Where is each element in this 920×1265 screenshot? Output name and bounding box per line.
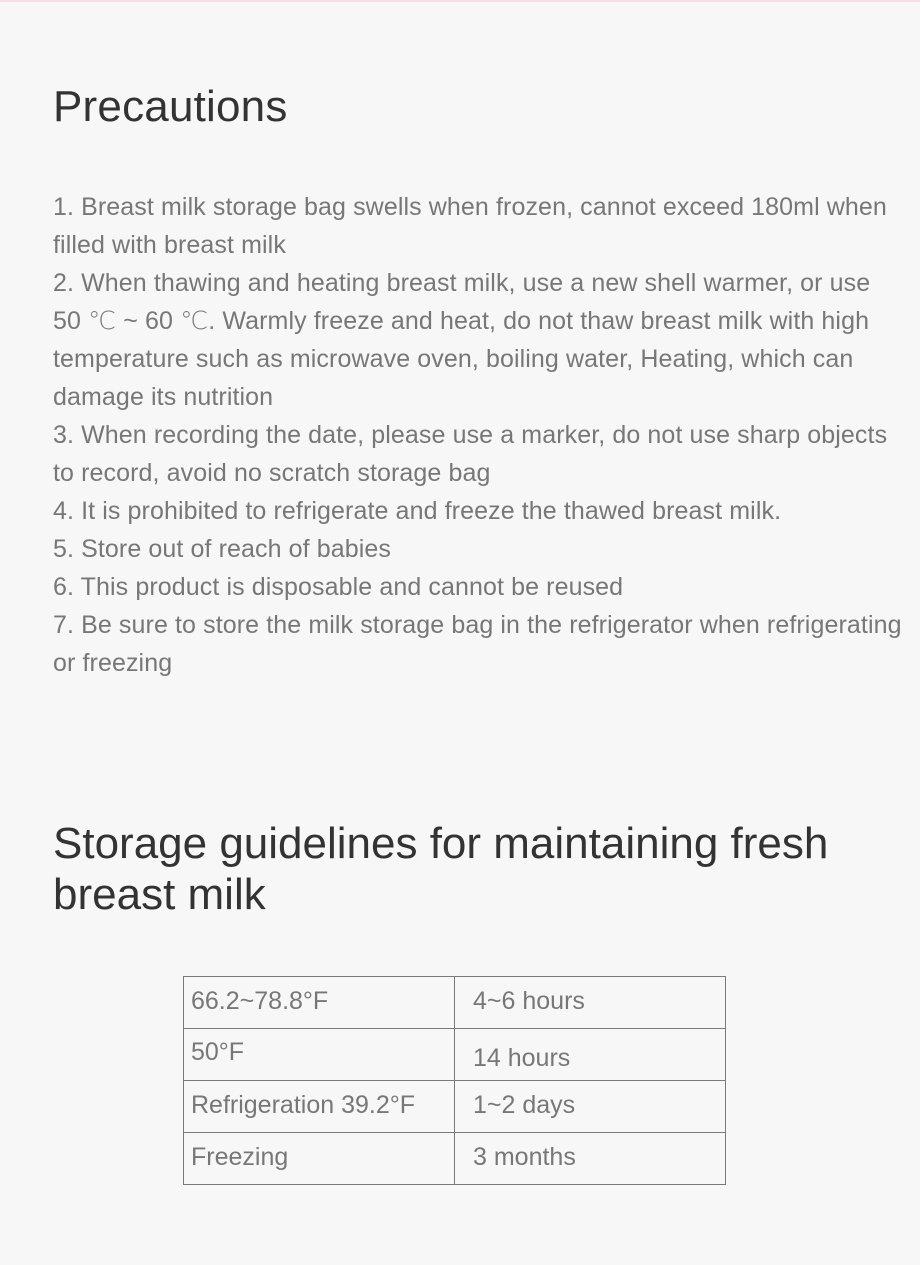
table-row <box>184 1081 726 1133</box>
table-row <box>184 977 726 1029</box>
precaution-item: 2. When thawing and heating breast milk, use a new shell warmer, or use 50 ℃ ~ 60 ℃. Warmly freeze and heat, do not thaw breast milk with high temperature such as microwave oven, boiling water, Heating, which can damage its nutrition <box>53 269 871 411</box>
table-row <box>184 1029 726 1081</box>
precaution-item: 4. It is prohibited to refrigerate and freeze the thawed breast milk. <box>53 497 782 525</box>
condition-cell <box>184 1029 455 1081</box>
precautions-list <box>53 188 903 682</box>
condition-cell <box>184 1133 455 1185</box>
condition-text: Refrigeration 39.2°F <box>191 1091 415 1119</box>
precaution-item: 3. When recording the date, please use a marker, do not use sharp objects to record, avoid no scratch storage bag <box>53 421 888 487</box>
precaution-item: 6. This product is disposable and cannot be reused <box>53 573 624 601</box>
duration-text: 4~6 hours <box>473 987 585 1015</box>
duration-cell <box>455 1029 726 1081</box>
duration-text: 1~2 days <box>473 1091 576 1119</box>
precaution-item: 5. Store out of reach of babies <box>53 535 392 563</box>
precautions-heading: Precautions <box>53 82 288 131</box>
condition-text: 66.2~78.8°F <box>191 987 329 1015</box>
precaution-item: 1. Breast milk storage bag swells when frozen, cannot exceed 180ml when filled with breast milk <box>53 193 887 259</box>
duration-cell <box>455 1081 726 1133</box>
duration-text: 3 months <box>473 1143 576 1171</box>
top-divider <box>0 0 920 2</box>
precaution-item: 7. Be sure to store the milk storage bag in the refrigerator when refrigerating or freezing <box>53 611 902 677</box>
storage-heading: Storage guidelines for maintaining fresh breast milk <box>53 819 829 919</box>
duration-cell <box>455 1133 726 1185</box>
condition-text: Freezing <box>191 1143 289 1171</box>
storage-table <box>183 976 726 1185</box>
condition-text: 50°F <box>191 1038 245 1066</box>
table-row <box>184 1133 726 1185</box>
condition-cell <box>184 977 455 1029</box>
duration-text: 14 hours <box>473 1044 571 1072</box>
duration-cell <box>455 977 726 1029</box>
condition-cell <box>184 1081 455 1133</box>
